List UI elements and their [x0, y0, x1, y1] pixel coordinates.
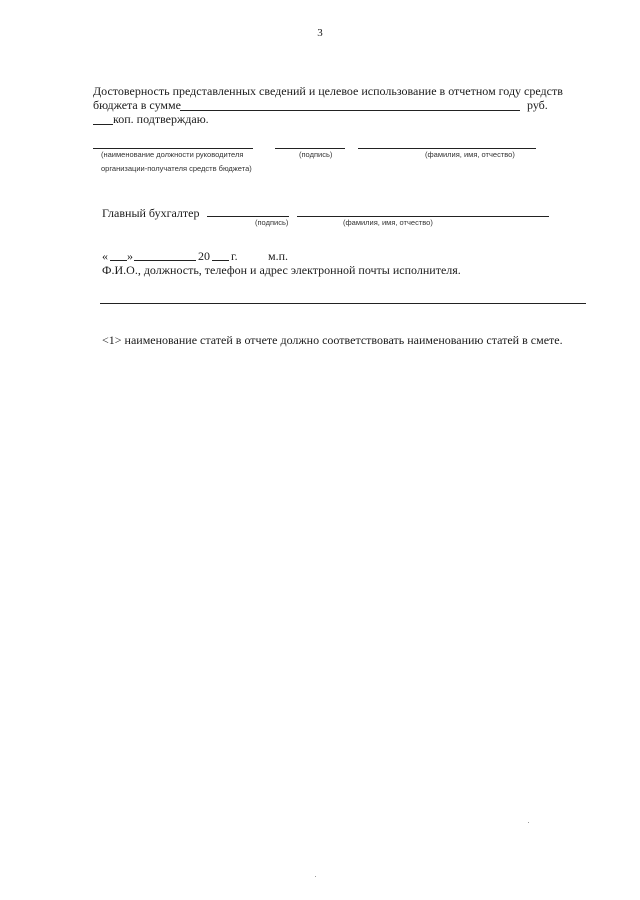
- chief-accountant-signature-line: [207, 216, 289, 217]
- chief-accountant-label: Главный бухгалтер: [102, 206, 200, 220]
- head-position-caption-1: (наименование должности руководителя: [101, 150, 244, 159]
- head-name-line: [358, 148, 536, 149]
- chief-accountant-name-line: [297, 216, 549, 217]
- head-name-caption: (фамилия, имя, отчество): [425, 150, 515, 159]
- certification-line-1: Достоверность представленных сведений и целевое использование в отчетном году средств: [93, 84, 563, 98]
- head-signature-line: [275, 148, 345, 149]
- scan-speck: [315, 876, 316, 877]
- head-signature-caption: (подпись): [299, 150, 333, 159]
- date-day-field: [110, 260, 127, 261]
- executor-line: [100, 303, 586, 304]
- certification-line-3: коп. подтверждаю.: [113, 112, 209, 126]
- date-quote-close: »: [127, 249, 133, 263]
- certification-rub-label: руб.: [527, 98, 548, 112]
- date-month-field: [134, 260, 196, 261]
- footnote-text: <1> наименование статей в отчете должно соответствовать наименованию статей в смете.: [102, 333, 563, 347]
- chief-accountant-name-caption: (фамилия, имя, отчество): [343, 218, 433, 227]
- date-year-suffix: г.: [231, 249, 238, 263]
- chief-accountant-signature-caption: (подпись): [255, 218, 289, 227]
- date-quote-open: «: [102, 249, 108, 263]
- scan-speck: [528, 822, 529, 823]
- date-year-prefix: 20: [198, 249, 210, 263]
- head-position-line: [93, 148, 253, 149]
- certification-line-2-prefix: бюджета в сумме: [93, 98, 181, 112]
- executor-label: Ф.И.О., должность, телефон и адрес электронной почты исполнителя.: [102, 263, 461, 277]
- head-position-caption-2: организации-получателя средств бюджета): [101, 164, 252, 173]
- page-number: 3: [317, 27, 323, 39]
- amount-rubles-field: [180, 110, 520, 111]
- stamp-label: м.п.: [268, 249, 289, 263]
- date-year-field: [212, 260, 229, 261]
- amount-kopecks-field: [93, 124, 113, 125]
